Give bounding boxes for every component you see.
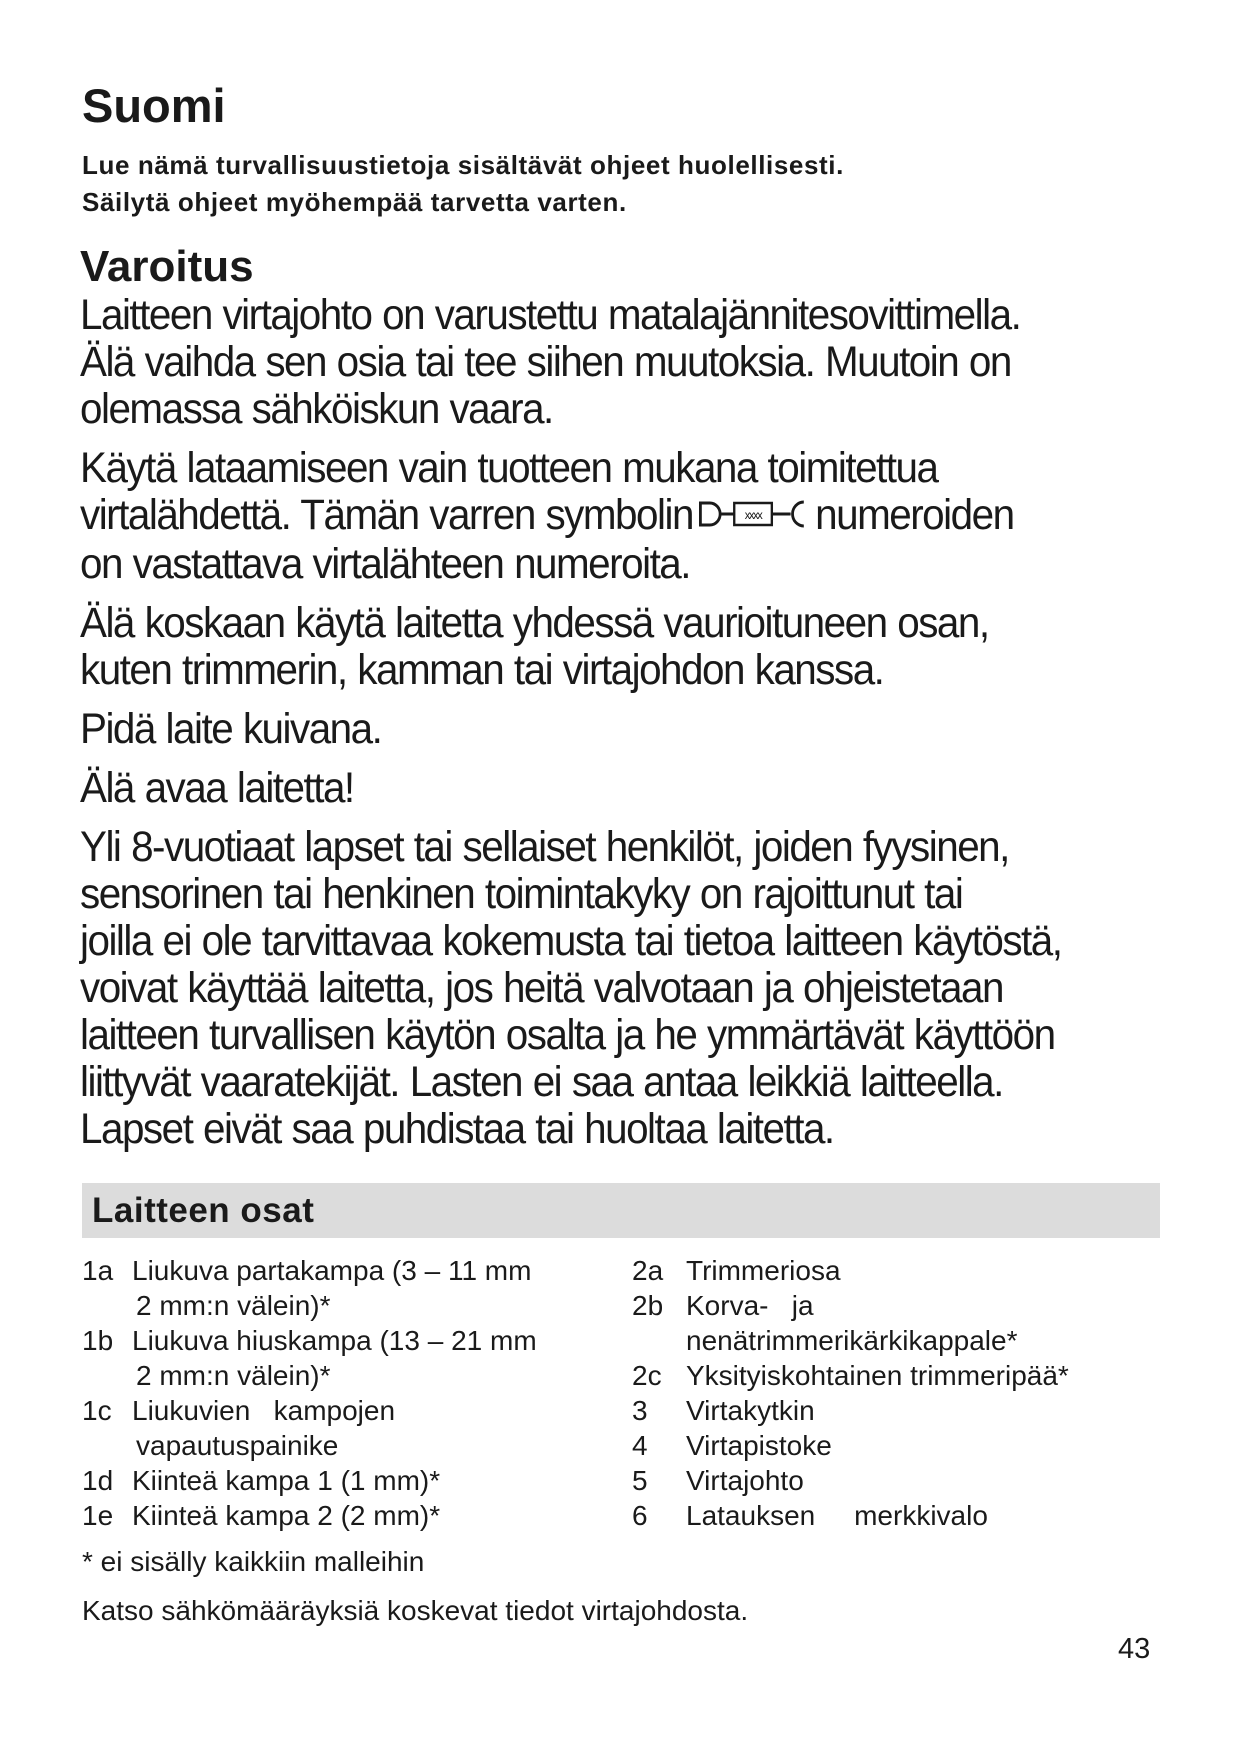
warning-paragraph-power-supply [80, 445, 1180, 588]
part-label-line: Yksityiskohtainen trimmeripää* [686, 1360, 1069, 1391]
part-item [632, 1358, 1192, 1393]
part-label-line: nenätrimmerikärkikappale* [686, 1325, 1018, 1356]
part-item [632, 1498, 1192, 1533]
part-label-line: Kiinteä kampa 1 (1 mm)* [132, 1465, 441, 1496]
part-label-line: Virtajohto [686, 1465, 804, 1496]
part-number: 1e [82, 1500, 114, 1531]
part-label [686, 1498, 1192, 1533]
part-label [132, 1253, 622, 1323]
part-number: 2c [632, 1360, 662, 1391]
part-number: 3 [632, 1395, 648, 1426]
parts-title: Laitteen osat [92, 1191, 315, 1230]
text-line: voivat käyttää laitetta, jos heitä valvotaan ja ohjeistetaan [80, 964, 1003, 1013]
text-line: Yli 8-vuotiaat lapset tai sellaiset henkilöt, joiden fyysinen, [80, 823, 1009, 872]
part-label-line: Korva- ja [686, 1290, 814, 1321]
part-label-line: Liukuva partakampa (3 – 11 mm [132, 1255, 532, 1286]
intro-line: Lue nämä turvallisuustietoja sisältävät ohjeet huolellisesti. [82, 150, 844, 180]
text-line: Älä vaihda sen osia tai tee siihen muutoksia. Muutoin on [80, 338, 1011, 386]
warning-paragraph-adapter [80, 292, 1180, 433]
part-number: 1c [82, 1395, 112, 1426]
part-number: 4 [632, 1430, 648, 1461]
page-number: 43 [1118, 1633, 1151, 1665]
plug-symbol-label: xxxx [744, 508, 762, 523]
text-line: on vastattava virtalähteen numeroita. [80, 540, 691, 589]
parts-section-header [82, 1183, 1160, 1238]
part-number: 1a [82, 1255, 114, 1286]
part-label-line: Virtapistoke [686, 1430, 832, 1461]
part-label [132, 1393, 622, 1463]
text-segment: virtalähdettä. Tämän varren symbolin [80, 491, 693, 539]
part-label-line: Virtakytkin [686, 1395, 815, 1426]
part-label [686, 1463, 1192, 1498]
text-line [80, 492, 1180, 541]
intro-text [82, 147, 1182, 221]
part-number: 1b [82, 1325, 114, 1356]
part-number: 2b [632, 1290, 664, 1321]
warning-paragraph-dry [80, 706, 1180, 753]
warning-paragraph-open [80, 765, 1180, 812]
part-item [632, 1253, 1192, 1288]
text-line: Lapset eivät saa puhdistaa tai huoltaa laitetta. [80, 1105, 834, 1154]
electrical-note: Katso sähkömääräyksiä koskevat tiedot virtajohdosta. [82, 1595, 749, 1626]
part-item [632, 1288, 1192, 1358]
text-line: sensorinen tai henkinen toimintakyky on rajoittunut tai [80, 870, 963, 919]
warning-title: Varoitus [80, 242, 254, 291]
power-plug-symbol-icon [697, 494, 808, 541]
parts-list-left [82, 1253, 622, 1533]
part-label [132, 1463, 622, 1498]
text-line: joilla ei ole tarvittavaa kokemusta tai tietoa laitteen käytöstä, [80, 917, 1062, 966]
part-label [686, 1358, 1192, 1393]
part-number: 2a [632, 1255, 664, 1286]
part-label-line: Kiinteä kampa 2 (2 mm)* [132, 1500, 441, 1531]
part-label [686, 1253, 1192, 1288]
text-line: Käytä lataamiseen vain tuotteen mukana toimitettua [80, 444, 938, 492]
part-label [132, 1323, 622, 1393]
text-line: laitteen turvallisen käytön osalta ja he ymmärtävät käyttöön [80, 1011, 1055, 1060]
part-label [686, 1428, 1192, 1463]
warning-body [80, 292, 1180, 1165]
text-line: Laitteen virtajohto on varustettu matalajännitesovittimella. [80, 291, 1021, 339]
footnote: * ei sisälly kaikkiin malleihin [82, 1546, 425, 1577]
part-number: 1d [82, 1465, 114, 1496]
part-number: 5 [632, 1465, 648, 1496]
text-line: kuten trimmerin, kamman tai virtajohdon kanssa. [80, 646, 884, 695]
part-item [632, 1393, 1192, 1428]
language-title: Suomi [82, 79, 226, 132]
text-line: Pidä laite kuivana. [80, 705, 382, 754]
part-label [686, 1288, 1192, 1358]
text-segment: numeroiden [815, 491, 1014, 539]
intro-line: Säilytä ohjeet myöhempää tarvetta varten. [82, 187, 627, 217]
part-label-line: vapautuspainike [136, 1430, 339, 1461]
part-item [632, 1463, 1192, 1498]
part-label-line: 2 mm:n välein)* [136, 1290, 331, 1321]
text-line: olemassa sähköiskun vaara. [80, 385, 553, 433]
part-label [686, 1393, 1192, 1428]
part-label-line: Trimmeriosa [686, 1255, 841, 1286]
part-item [632, 1428, 1192, 1463]
part-label-line: Liukuva hiuskampa (13 – 21 mm [132, 1325, 537, 1356]
text-line: Älä avaa laitetta! [80, 764, 354, 813]
part-label-line: 2 mm:n välein)* [136, 1360, 331, 1391]
part-label-line: Latauksen merkkivalo [686, 1500, 988, 1531]
part-label-line: Liukuvien kampojen [132, 1395, 396, 1426]
text-line: liittyvät vaaratekijät. Lasten ei saa antaa leikkiä laitteella. [80, 1058, 1003, 1107]
text-line: Älä koskaan käytä laitetta yhdessä vaurioituneen osan, [80, 599, 989, 648]
part-item [82, 1498, 622, 1533]
warning-paragraph-damage [80, 600, 1180, 694]
part-item [82, 1253, 622, 1323]
warning-paragraph-children [80, 824, 1180, 1153]
part-item [82, 1393, 622, 1463]
part-number: 6 [632, 1500, 648, 1531]
parts-list-right [632, 1253, 1192, 1533]
part-item [82, 1463, 622, 1498]
part-item [82, 1323, 622, 1393]
part-label [132, 1498, 622, 1533]
